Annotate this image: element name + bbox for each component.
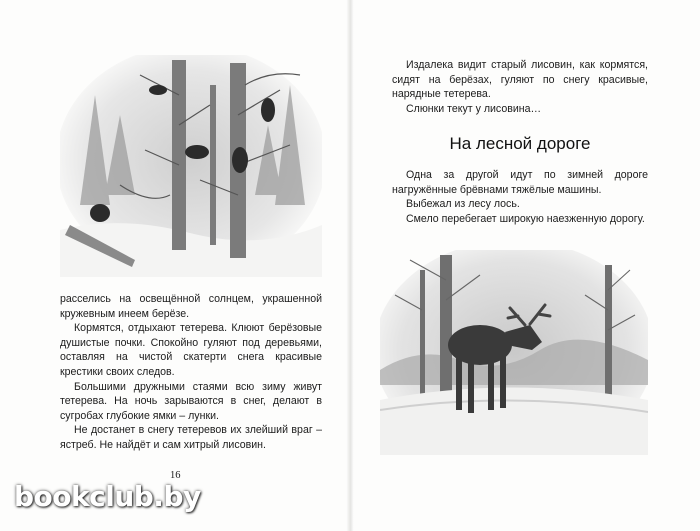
paragraph: Кормятся, отдыхают тетерева. Клюют берёзовые душистые почки. Спокойно гуляют под деревьями, оставляя на чистой скатерти снега красивые крестики своих следов. — [60, 322, 322, 378]
paragraph: Смело перебегает широкую наезженную дорогу. — [406, 212, 645, 225]
left-page-text — [60, 292, 322, 453]
moose-illustration — [380, 250, 648, 455]
paragraph: Одна за другой идут по зимней дороге нагружённые брёвнами тяжёлые машины. — [392, 169, 648, 196]
grouse-illustration — [60, 55, 322, 277]
paragraph: Не достанет в снегу тетеревов их злейший враг – ястреб. Не найдёт и сам хитрый лисовин. — [60, 424, 322, 451]
paragraph: Издалека видит старый лисовин, как кормятся, сидят на берёзах, гуляют по снегу красивые, нарядные тетерева. — [392, 59, 648, 101]
paragraph: Слюнки текут у лисовина… — [406, 102, 542, 115]
paragraph: Большими дружными стаями всю зиму живут тетерева. На ночь зарываются в снег, делают в сугробах глубокие ямки – лунки. — [60, 380, 322, 422]
watermark-logo: bookclub.by — [14, 480, 201, 513]
paragraph: Выбежал из лесу лось. — [406, 198, 520, 211]
right-page-top-text — [392, 58, 648, 116]
chapter-heading: На лесной дороге — [449, 134, 591, 153]
page-number: 16 — [170, 470, 181, 481]
book-gutter — [346, 0, 354, 531]
paragraph: расселись на освещённой солнцем, украшенной кружевным инеем берёзе. — [60, 293, 322, 320]
right-page-story-text — [392, 168, 648, 226]
